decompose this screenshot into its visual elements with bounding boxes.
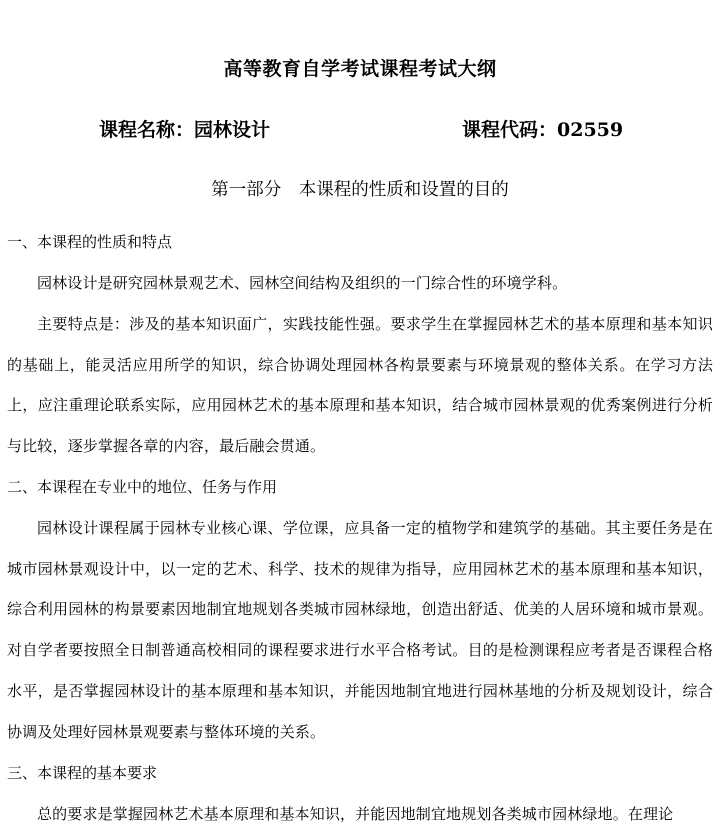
section-heading-1: 一、本课程的性质和特点 <box>7 233 173 251</box>
section-1-paragraph-2: 主要特点是：涉及的基本知识面广，实践技能性强。要求学生在掌握园林艺术的基本原理和基本知识的基础上，能灵活应用所学的知识，综合协调处理园林各构景要素与环境景观的整体关系。在学习方法上，应注重理论联系实际，应用园林艺术的基本原理和基本知识，结合城市园林景观的优秀案例进行分析与比较，逐步掌握各章的内容，最后融会贯通。 <box>7 315 713 456</box>
section-2-paragraph-1: 园林设计课程属于园林专业核心课、学位课，应具备一定的植物学和建筑学的基础。其主要任务是在城市园林景观设计中，以一定的艺术、科学、技术的规律为指导，应用园林艺术的基本原理和基本知识，综合利用园林的构景要素因地制宜地规划各类城市园林绿地，创造出舒适、优美的人居环境和城市景观。对自学者要按照全日制普通高校相同的课程要求进行水平合格考试。目的是检测课程应考者是否课程合格水平，是否掌握园林设计的基本原理和基本知识，并能因地制宜地进行园林基地的分析及规划设计，综合协调及处理好园林景观要素与整体环境的关系。 <box>7 519 713 741</box>
course-name: 课程名称：园林设计 <box>99 119 271 141</box>
course-code: 课程代码：02559 <box>462 119 624 141</box>
section-3-paragraph-1: 总的要求是掌握园林艺术基本原理和基本知识，并能因地制宜地规划各类城市园林绿地。在理论 <box>37 805 674 823</box>
section-1-paragraph-1: 园林设计是研究园林景观艺术、园林空间结构及组织的一门综合性的环境学科。 <box>37 274 568 292</box>
section-heading-3: 三、本课程的基本要求 <box>7 764 158 782</box>
part-title: 第一部分 本课程的性质和设置的目的 <box>211 180 509 200</box>
document-title: 高等教育自学考试课程考试大纲 <box>223 58 497 80</box>
section-heading-2: 二、本课程在专业中的地位、任务与作用 <box>7 478 278 496</box>
